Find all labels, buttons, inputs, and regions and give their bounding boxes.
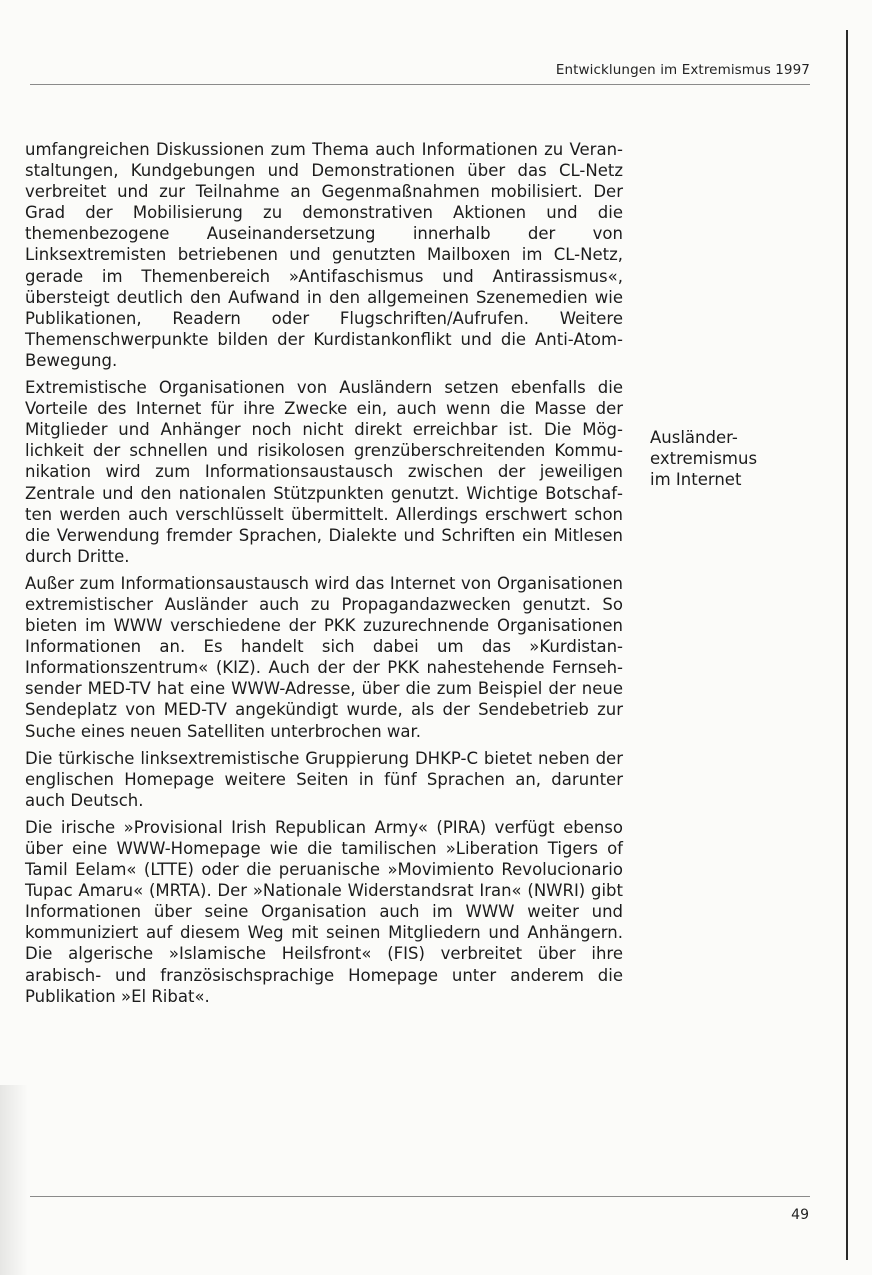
margin-note-line-3: im Internet: [650, 470, 742, 489]
paragraph-3: Außer zum Informationsaustausch wird das Internet von Organisationen extremistischer Ausländer auch zu Propagandazwecken genutzt. So bieten im WWW verschiedene der PKK zuzurechnende Organisationen Informationen an. Es handelt sich dabei um das »Kurdistan-Informationszentrum« (KIZ). Auch der der PKK nahestehende Fernsehsender MED-TV hat eine WWW-Adresse, über die zum Beispiel der neue Sendeplatz von MED-TV angekündigt wurde, als der Sendebetrieb zur Suche eines neuen Satelliten unterbrochen war.: [25, 573, 623, 741]
page-edge-line: [846, 30, 848, 1260]
footer-rule: [30, 1196, 810, 1197]
margin-note: [650, 427, 820, 490]
running-header: [30, 60, 810, 85]
page-number: 49: [791, 1207, 809, 1223]
paragraph-2: Extremistische Organisationen von Ausländern setzen ebenfalls die Vorteile des Internet für ihre Zwecke ein, auch wenn die Masse der Mitglieder und Anhänger noch nicht direkt erreichbar ist. Die Möglichkeit der schnellen und risikolosen grenzüberschreitenden Kommunikation wird zum Informationsaustausch zwischen der jeweiligen Zentrale und den nationalen Stützpunkten genutzt. Wichtige Botschaften werden auch verschlüsselt übermittelt. Allerdings erschwert schon die Verwendung fremder Sprachen, Dialekte und Schriften ein Mitlesen durch Dritte.: [25, 378, 623, 566]
paragraph-5: Die irische »Provisional Irish Republican Army« (PIRA) verfügt ebenso über eine WWW-Homepage wie die tamilischen »Liberation Tigers of Tamil Eelam« (LTTE) oder die peruanische »Movimiento Revolucionario Tupac Amaru« (MRTA). Der »Nationale Widerstandsrat Iran« (NWRI) gibt Informationen über seine Organisation auch im WWW weiter und kommuniziert auf diesem Weg mit seinen Mitgliedern und Anhängern. Die algerische »Islamische Heilsfront« (FIS) verbreitet über ihre arabisch- und französischsprachige Homepage unter anderem die Publikation »El Ribat«.: [25, 817, 623, 1006]
running-title: Entwicklungen im Extremismus 1997: [555, 62, 810, 78]
main-text-column: [25, 139, 623, 1013]
margin-note-line-1: Ausländer-: [650, 428, 738, 447]
margin-note-line-2: extremismus: [650, 449, 758, 468]
paragraph-1: umfangreichen Diskussionen zum Thema auch Informationen zu Veranstaltungen, Kundgebungen und Demonstrationen über das CL-Netz verbreitet und zur Teilnahme an Gegenmaßnahmen mobilisiert. Der Grad der Mobilisierung zu demonstrativen Aktionen und die themenbezogene Auseinandersetzung innerhalb der von Linksextremisten betriebenen und genutzten Mailboxen im CL-Netz, gerade im Themenbereich »Antifaschismus und Antirassismus«, übersteigt deutlich den Aufwand in den allgemeinen Szenemedien wie Publikationen, Readern oder Flugschriften/Aufrufen. Weitere Themenschwerpunkte bilden der Kurdistankonflikt und die Anti-Atom-Bewegung.: [25, 140, 623, 370]
paragraph-4: Die türkische linksextremistische Gruppierung DHKP-C bietet neben der englischen Homepage weitere Seiten in fünf Sprachen an, darunter auch Deutsch.: [25, 748, 623, 810]
scan-shadow: [0, 1085, 28, 1275]
